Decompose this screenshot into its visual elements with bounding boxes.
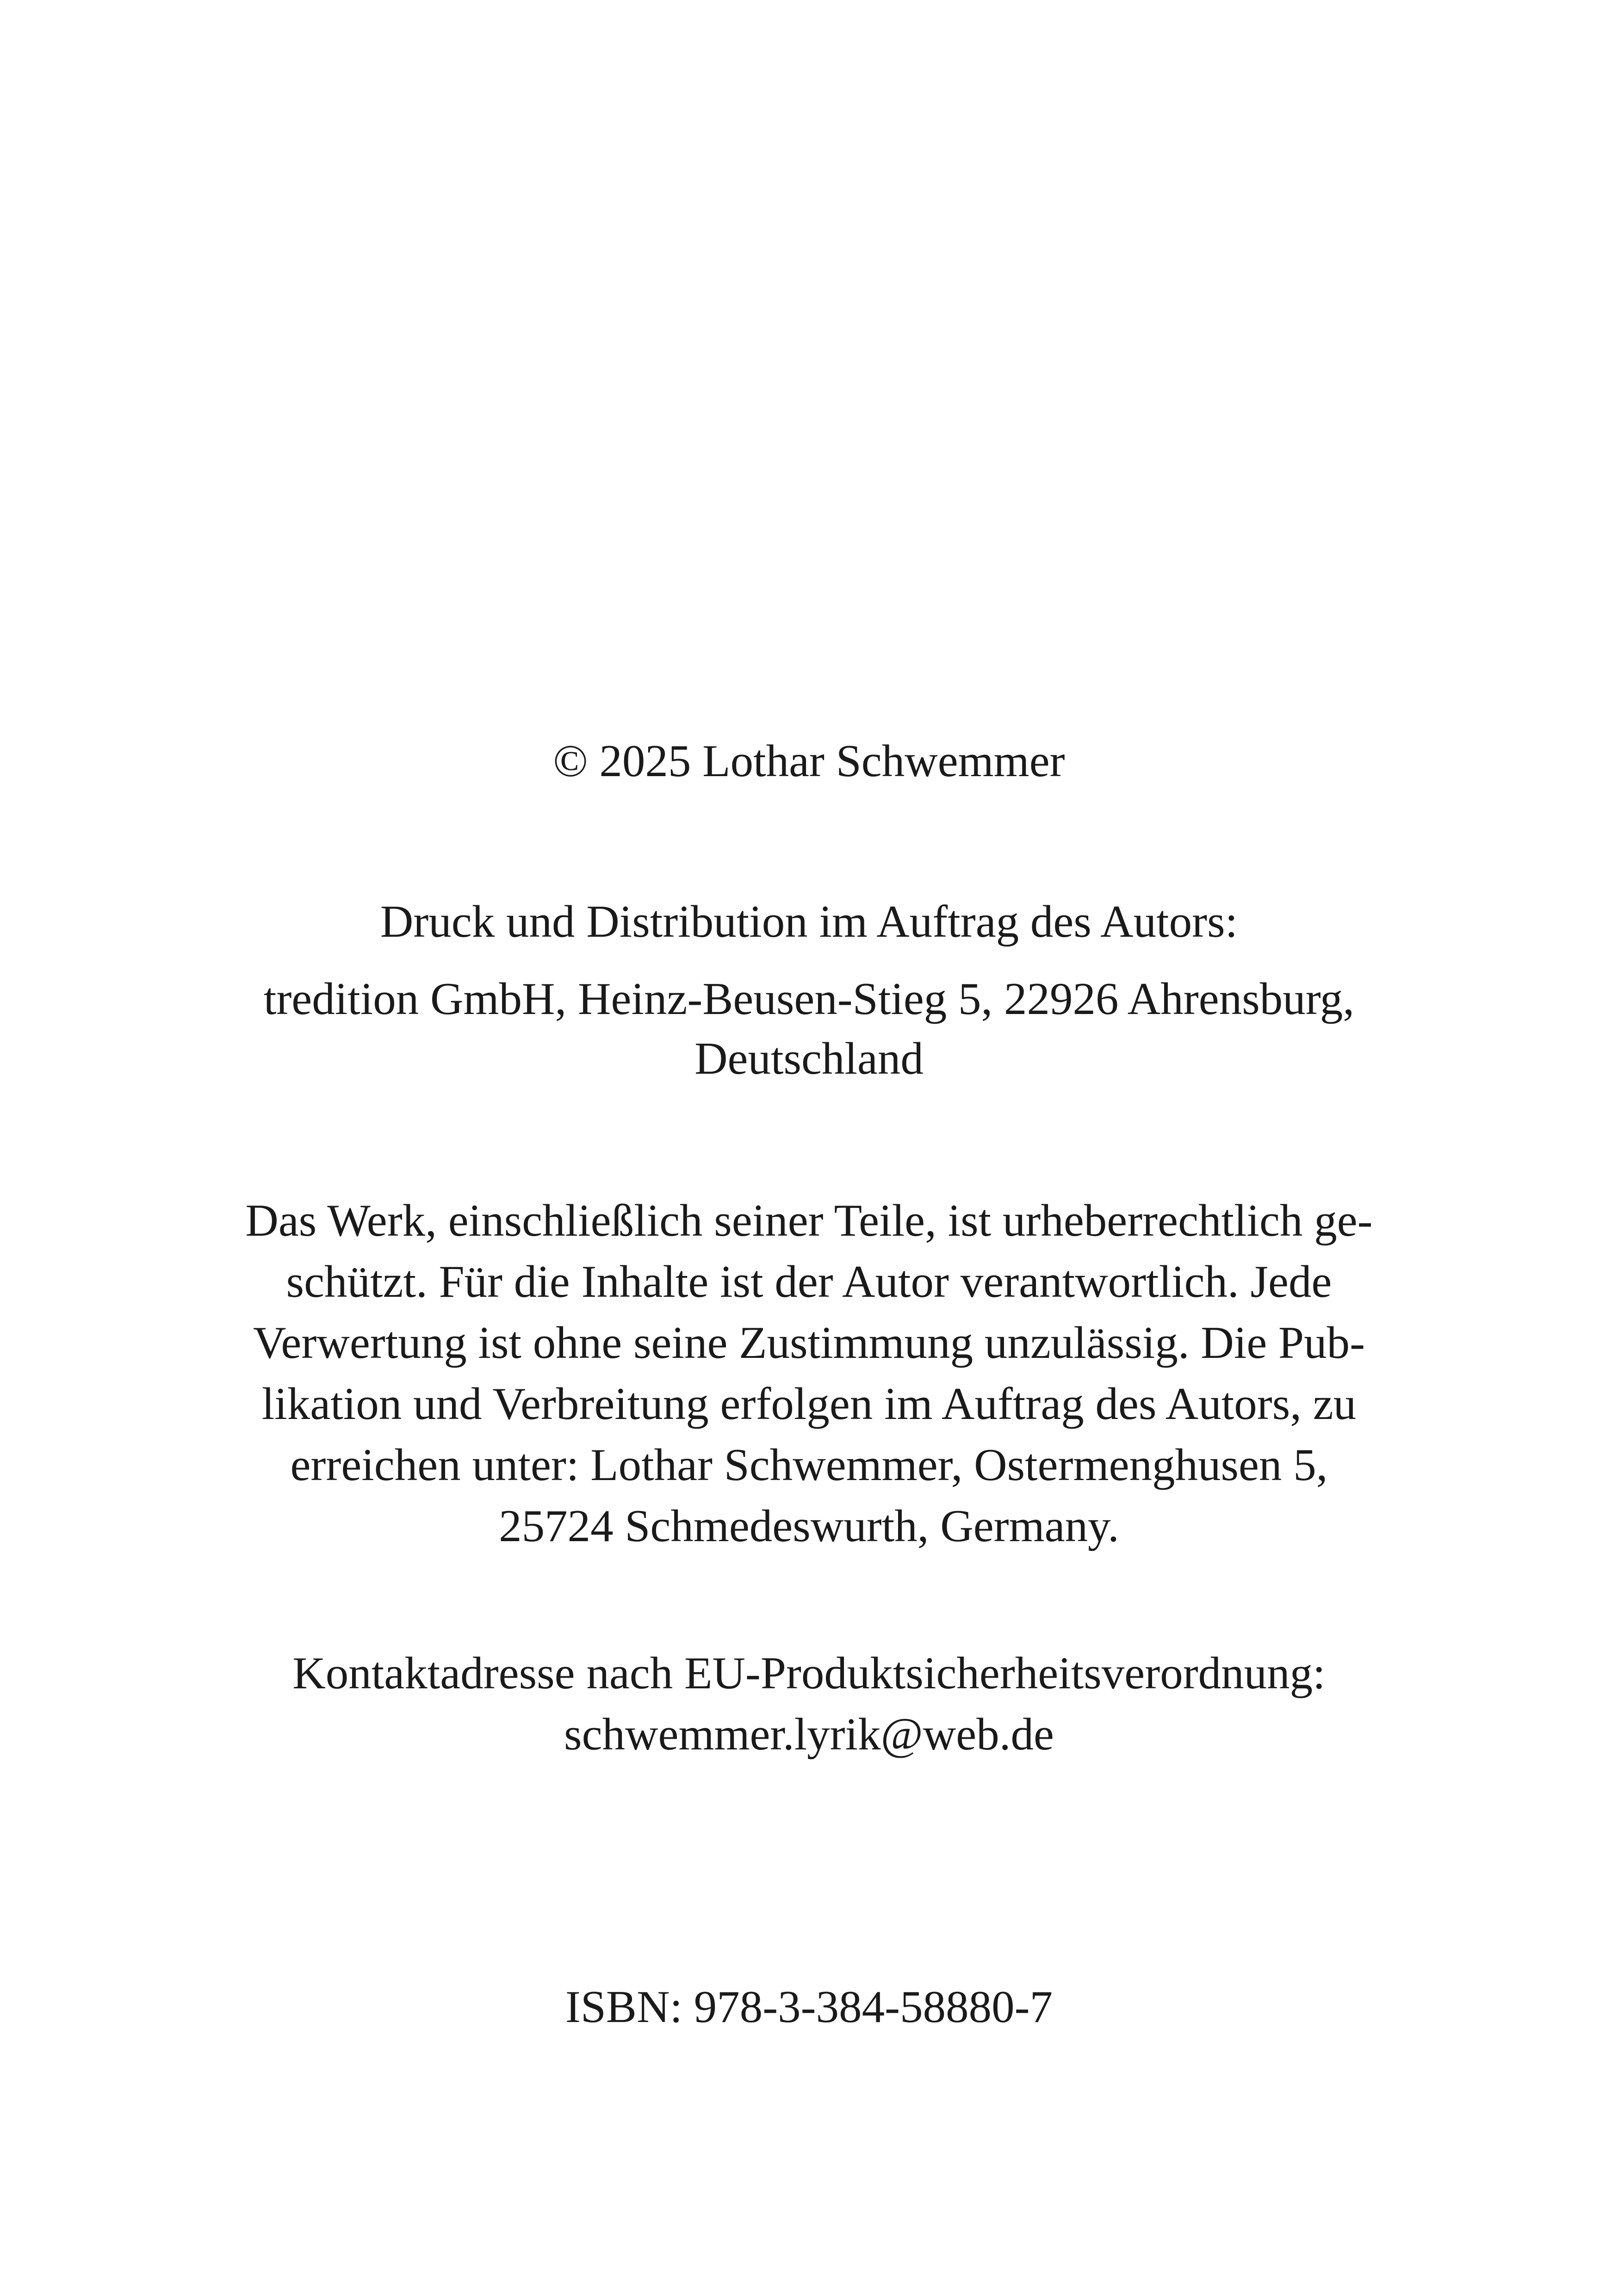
printing-heading: Druck und Distribution im Auftrag des Autors: [380, 896, 1238, 947]
contact-heading: Kontaktadresse nach EU-Produktsicherheitsverordnung: [292, 1648, 1326, 1699]
rights-line: likation und Verbreitung erfolgen im Auftrag des Autors, zu [261, 1379, 1357, 1429]
rights-line: 25724 Schmedeswurth, Germany. [499, 1501, 1119, 1551]
isbn: ISBN: 978-3-384-58880-7 [565, 1982, 1053, 2032]
rights-line: erreichen unter: Lothar Schwemmer, Ostermenghusen 5, [290, 1440, 1328, 1490]
rights-line: Verwertung ist ohne seine Zustimmung unzulässig. Die Pub- [253, 1318, 1365, 1368]
copyright-notice: © 2025 Lothar Schwemmer [553, 736, 1065, 786]
contact-email: schwemmer.lyrik@web.de [564, 1709, 1054, 1760]
rights-line: Das Werk, einschließlich seiner Teile, ist urheberrechtlich ge- [245, 1195, 1373, 1246]
publisher-address-line-2: Deutschland [694, 1033, 924, 1084]
rights-line: schützt. Für die Inhalte ist der Autor verantwortlich. Jede [286, 1257, 1332, 1307]
publisher-address-line-1: tredition GmbH, Heinz-Beusen-Stieg 5, 22926 Ahrensburg, [263, 974, 1355, 1024]
